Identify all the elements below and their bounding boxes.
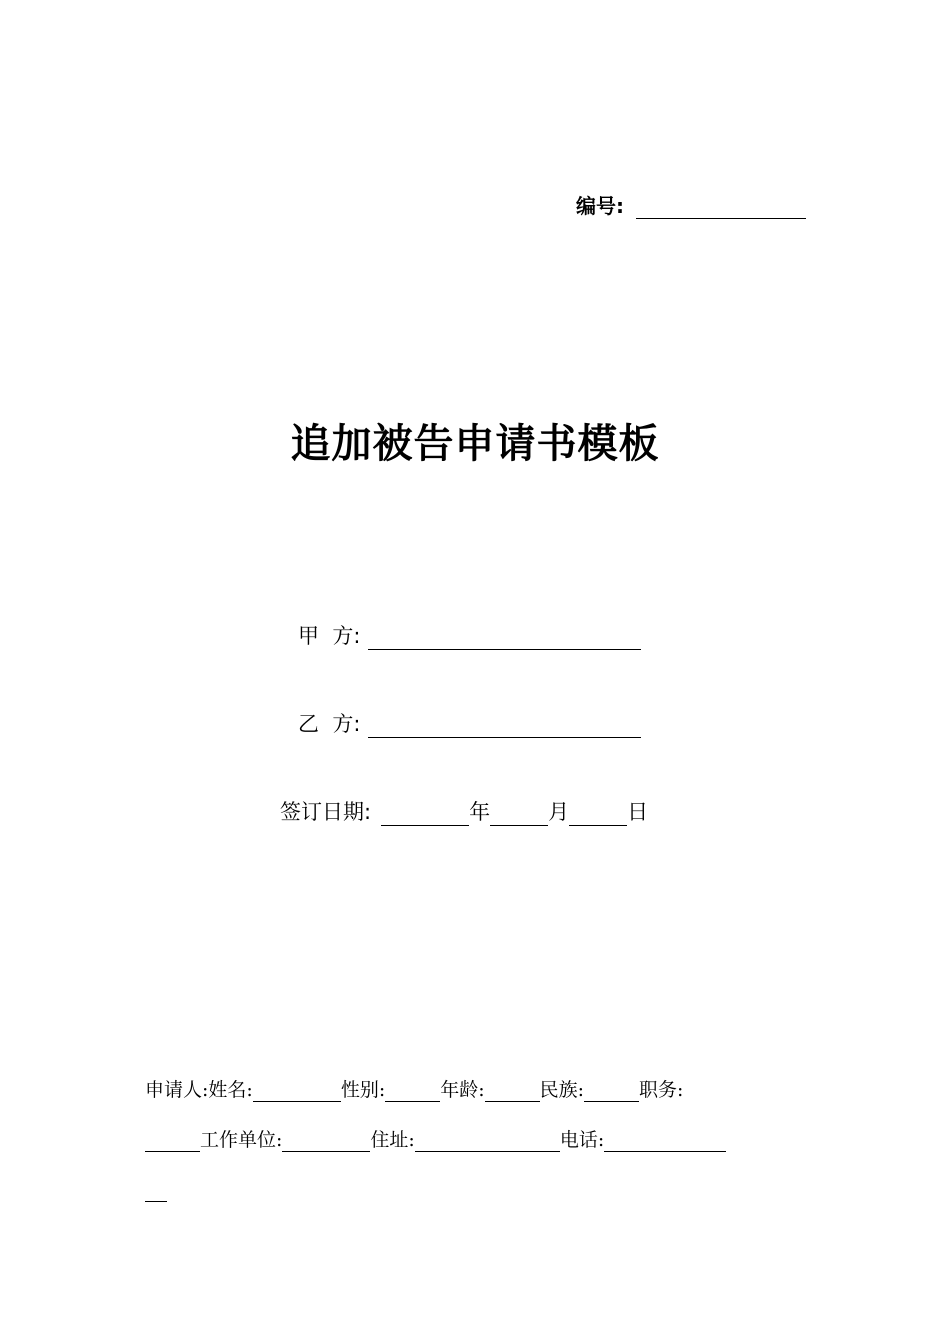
party-b-label: 乙 方: (298, 712, 361, 736)
document-number-blank[interactable] (636, 198, 806, 219)
applicant-position-blank[interactable] (145, 1131, 200, 1152)
sign-year-blank[interactable] (381, 805, 469, 826)
applicant-work-unit-blank[interactable] (282, 1131, 370, 1152)
applicant-name-label: 申请人:姓名: (145, 1079, 253, 1101)
applicant-ethnicity-label: 民族: (539, 1079, 585, 1101)
party-b-line (298, 708, 641, 738)
applicant-age-blank[interactable] (485, 1081, 540, 1102)
sign-day-label: 日 (627, 800, 649, 824)
applicant-gender-blank[interactable] (385, 1081, 440, 1102)
party-a-blank[interactable] (368, 629, 641, 650)
applicant-age-label: 年龄: (440, 1079, 485, 1101)
party-a-label: 甲 方: (298, 624, 361, 648)
applicant-address-blank[interactable] (415, 1131, 560, 1152)
applicant-phone-label: 电话: (559, 1129, 605, 1151)
document-title: 追加被告申请书模板 (290, 421, 660, 467)
applicant-info-line-1 (145, 1076, 810, 1102)
sign-month-blank[interactable] (490, 805, 548, 826)
applicant-gender-label: 性别: (340, 1079, 386, 1101)
applicant-info-line-3 (145, 1176, 810, 1202)
applicant-address-label: 住址: (370, 1129, 415, 1151)
party-b-blank[interactable] (368, 717, 641, 738)
applicant-position-label: 职务: (639, 1079, 684, 1101)
applicant-name-blank[interactable] (253, 1081, 341, 1102)
applicant-info-line-2 (145, 1126, 810, 1152)
document-number (576, 190, 806, 219)
applicant-phone-blank-continued[interactable] (145, 1181, 167, 1202)
sign-date-line (280, 796, 648, 826)
sign-date-label: 签订日期: (280, 800, 372, 824)
sign-day-blank[interactable] (569, 805, 627, 826)
party-a-line (298, 620, 641, 650)
applicant-phone-blank[interactable] (604, 1131, 726, 1152)
sign-year-label: 年 (469, 800, 491, 824)
applicant-work-unit-label: 工作单位: (200, 1129, 283, 1151)
applicant-ethnicity-blank[interactable] (584, 1081, 639, 1102)
document-number-label: 编号: (576, 194, 624, 218)
sign-month-label: 月 (548, 800, 570, 824)
